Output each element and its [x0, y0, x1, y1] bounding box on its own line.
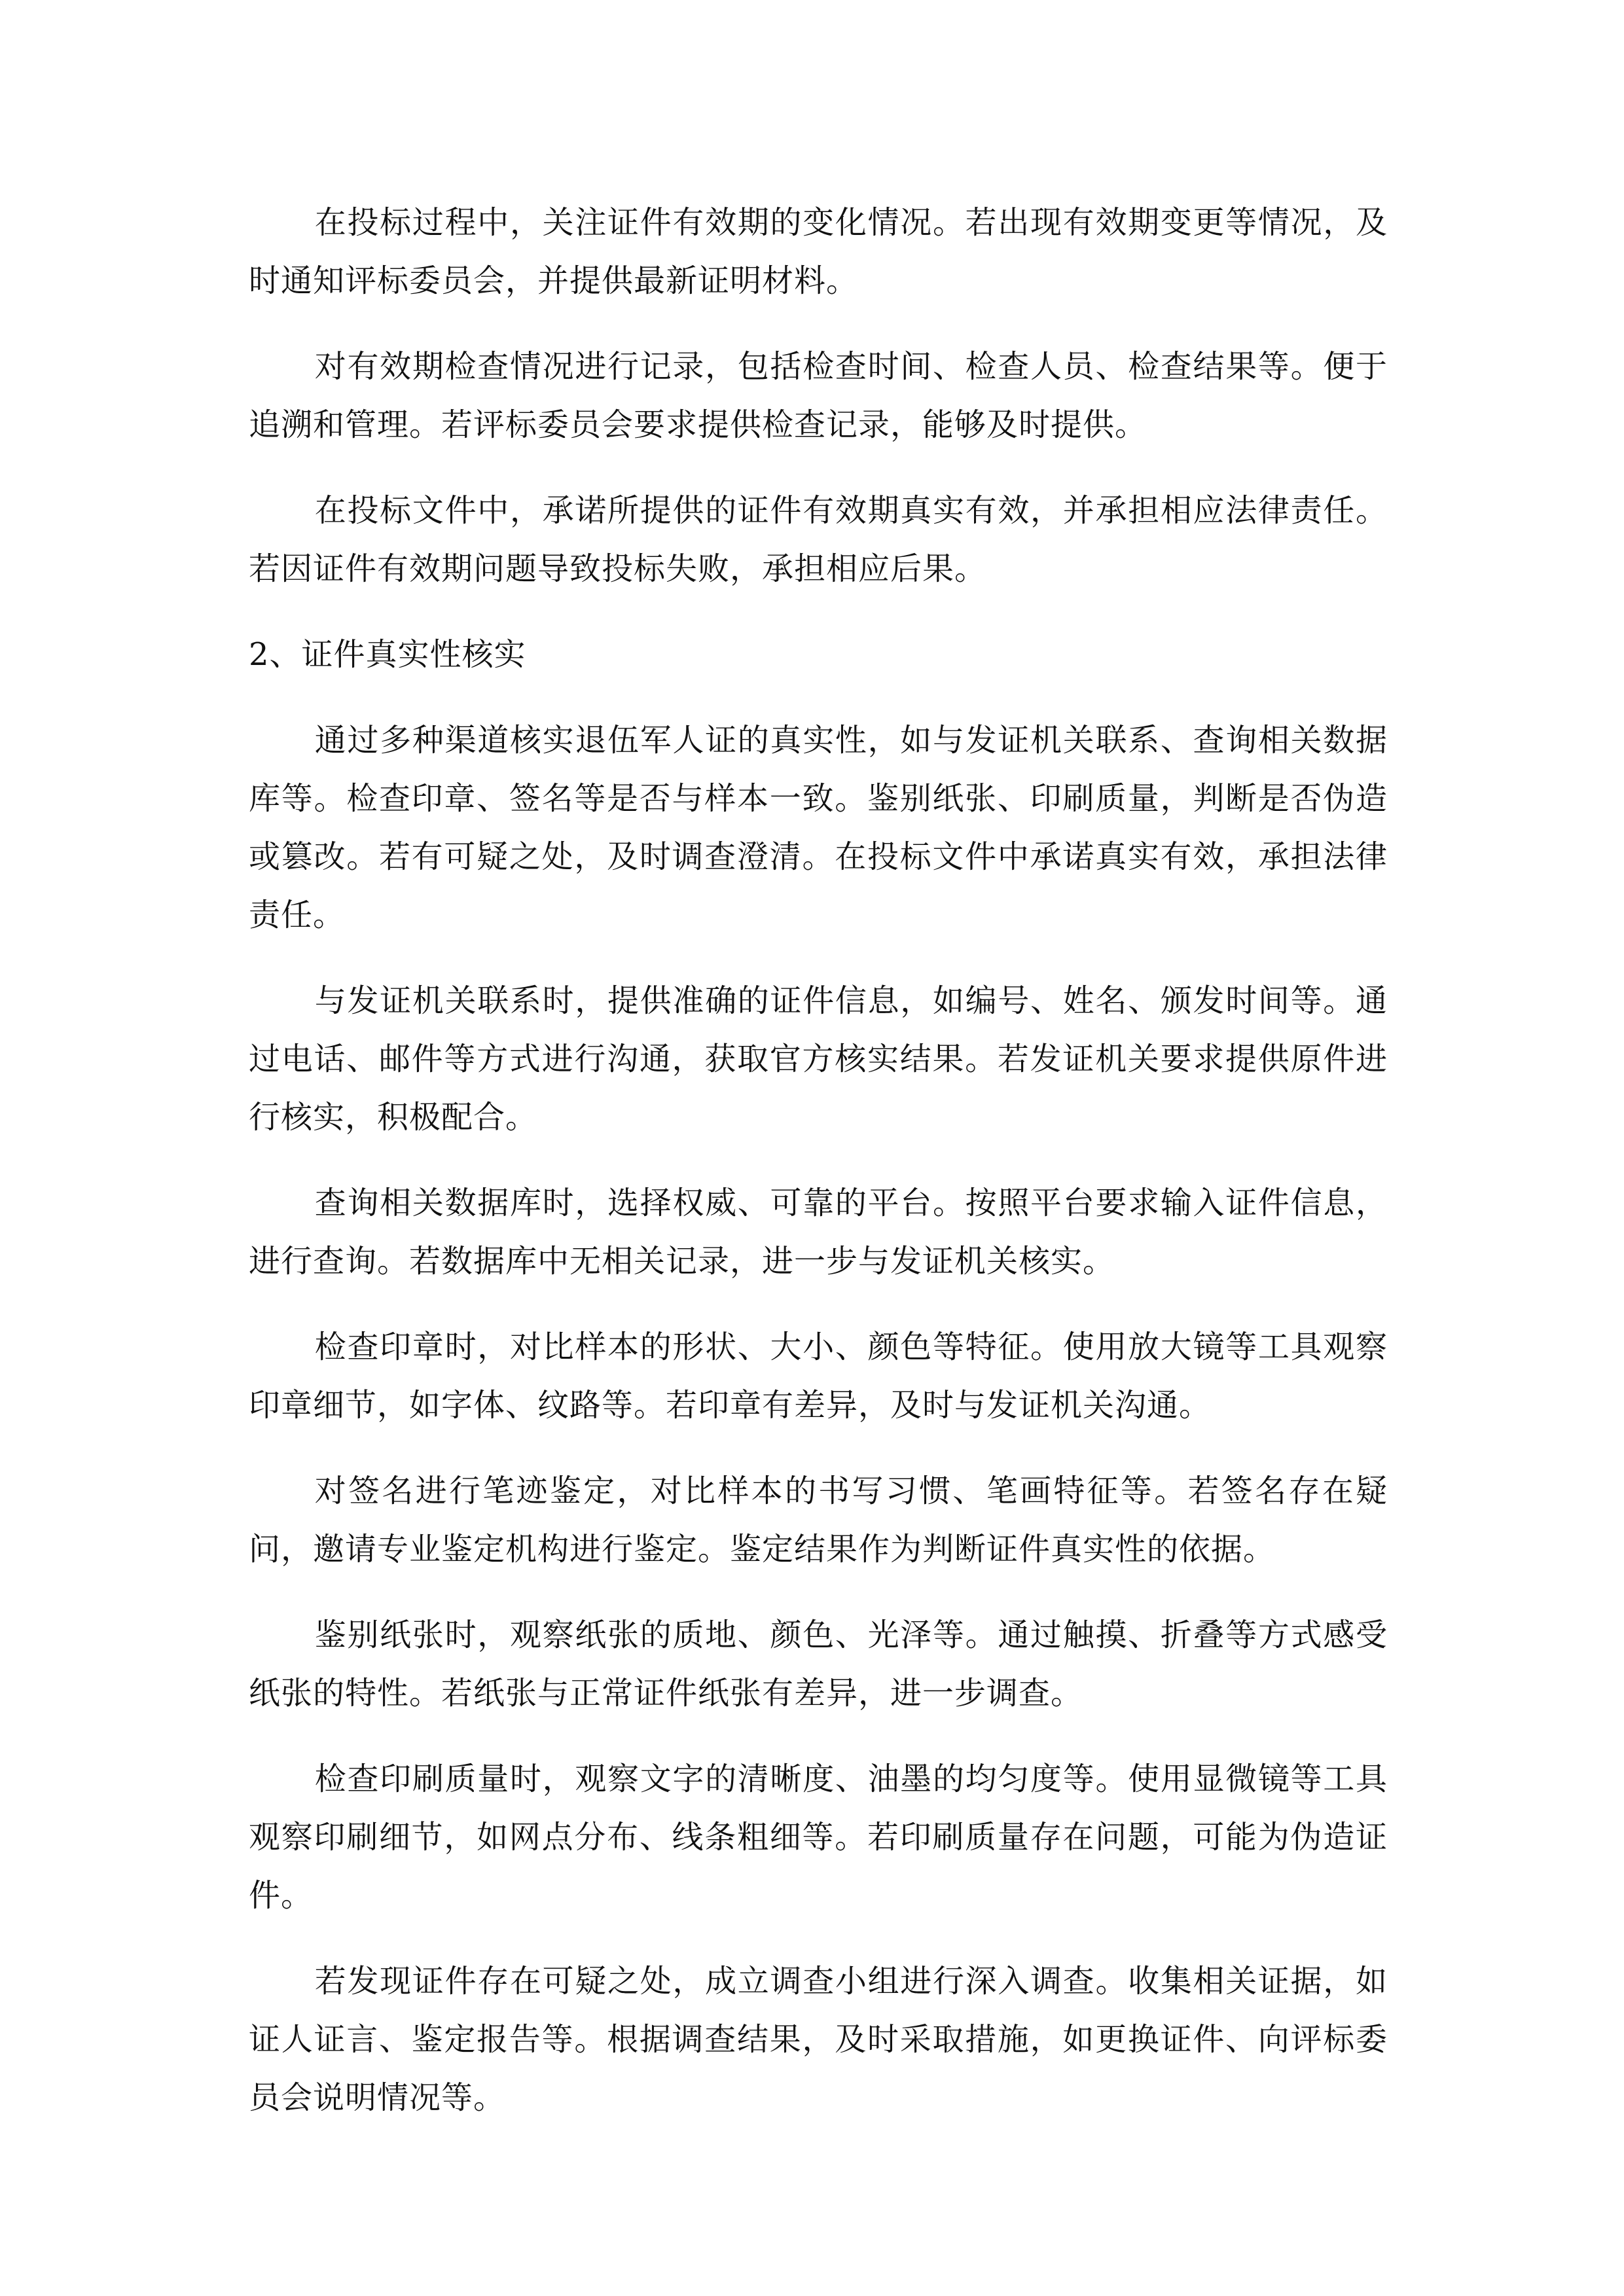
paragraph-text: 与发证机关联系时，提供准确的证件信息，如编号、姓名、颁发时间等。通过电话、邮件等方式进行沟通，获取官方核实结果。若发证机关要求提供原件进行核实，积极配合。: [249, 982, 1388, 1136]
section-heading-authenticity: [249, 626, 1388, 684]
paragraph-database-query: [249, 1174, 1388, 1291]
paragraph-validity-change: [249, 194, 1388, 310]
paragraph-validity-record: [249, 338, 1388, 454]
paragraph-text: 在投标文件中，承诺所提供的证件有效期真实有效，并承担相应法律责任。若因证件有效期问题导致投标失败，承担相应后果。: [249, 492, 1388, 587]
paragraph-signature-check: [249, 1462, 1388, 1579]
paragraph-text: 通过多种渠道核实退伍军人证的真实性，如与发证机关联系、查询相关数据库等。检查印章、签名等是否与样本一致。鉴别纸张、印刷质量，判断是否伪造或篡改。若有可疑之处，及时调查澄清。在投标文件中承诺真实有效，承担法律责任。: [249, 722, 1388, 933]
document-body: [249, 194, 1388, 2155]
paragraph-text: 若发现证件存在可疑之处，成立调查小组进行深入调查。收集相关证据，如证人证言、鉴定报告等。根据调查结果，及时采取措施，如更换证件、向评标委员会说明情况等。: [249, 1963, 1388, 2116]
paragraph-text: 检查印章时，对比样本的形状、大小、颜色等特征。使用放大镜等工具观察印章细节，如字体、纹路等。若印章有差异，及时与发证机关沟通。: [249, 1329, 1388, 1424]
paragraph-paper-check: [249, 1606, 1388, 1723]
paragraph-seal-check: [249, 1318, 1388, 1435]
paragraph-text: 查询相关数据库时，选择权威、可靠的平台。按照平台要求输入证件信息，进行查询。若数据库中无相关记录，进一步与发证机关核实。: [249, 1185, 1388, 1280]
paragraph-authenticity-overview: [249, 711, 1388, 944]
section-heading-text: 2、证件真实性核实: [249, 636, 526, 673]
paragraph-validity-commitment: [249, 482, 1388, 598]
paragraph-investigation: [249, 1952, 1388, 2127]
paragraph-text: 检查印刷质量时，观察文字的清晰度、油墨的均匀度等。使用显微镜等工具观察印刷细节，如网点分布、线条粗细等。若印刷质量存在问题，可能为伪造证件。: [249, 1761, 1388, 1914]
paragraph-text: 鉴别纸张时，观察纸张的质地、颜色、光泽等。通过触摸、折叠等方式感受纸张的特性。若纸张与正常证件纸张有差异，进一步调查。: [249, 1617, 1388, 1712]
paragraph-text: 对签名进行笔迹鉴定，对比样本的书写习惯、笔画特征等。若签名存在疑问，邀请专业鉴定机构进行鉴定。鉴定结果作为判断证件真实性的依据。: [249, 1473, 1388, 1568]
paragraph-issuing-authority: [249, 972, 1388, 1147]
paragraph-print-quality: [249, 1750, 1388, 1925]
paragraph-text: 在投标过程中，关注证件有效期的变化情况。若出现有效期变更等情况，及时通知评标委员会，并提供最新证明材料。: [249, 204, 1388, 299]
paragraph-text: 对有效期检查情况进行记录，包括检查时间、检查人员、检查结果等。便于追溯和管理。若评标委员会要求提供检查记录，能够及时提供。: [249, 348, 1388, 443]
